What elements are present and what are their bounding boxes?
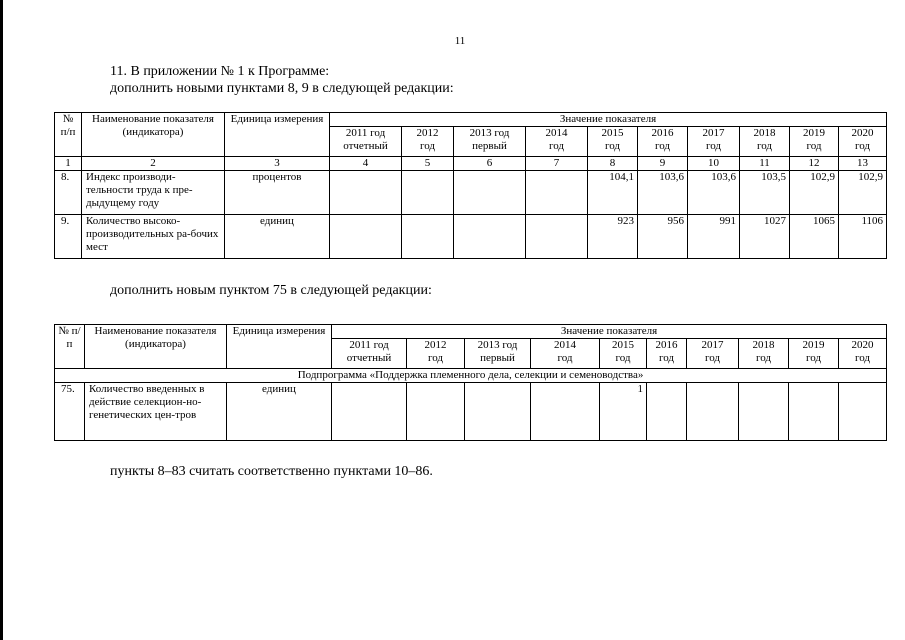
header-year-2014 [531,339,600,369]
year-sublabel: год [615,352,631,364]
row-name: Количество высоко-производительных ра-бочих мест [82,215,225,259]
year-label: 2016 [655,339,678,351]
closing-text: пункты 8–83 считать соответственно пунктами 10–86. [110,464,433,479]
year-label: 2018 [752,339,775,351]
year-label: 2017 [702,127,725,139]
row-value [739,383,789,441]
year-label: 2017 [701,339,724,351]
year-sublabel: год [855,140,871,152]
subprogram-row [55,369,887,383]
header-year-2014 [526,127,588,157]
section-heading: 11. В приложении № 1 к Программе: [110,64,330,79]
row-value [465,383,531,441]
row-num: 8. [55,171,82,215]
table-row [55,383,887,441]
page-number: 11 [454,35,466,47]
row-name: Индекс производи-тельности труда к пре-дыдущему году [82,171,225,215]
row-value [454,215,526,259]
column-number: 9 [638,157,688,171]
year-label: 2020 [851,339,874,351]
year-label: 2020 [851,127,874,139]
year-sublabel: год [805,352,822,364]
column-number: 4 [330,157,402,171]
row-value [330,171,402,215]
header-year-2011 [332,339,407,369]
header-unit: Единица измерения [227,325,332,369]
year-sublabel: отчетный [346,352,392,364]
header-num: № п/п [55,113,82,157]
year-label: 2011 год [345,127,386,139]
row-value [789,383,839,441]
subprogram-title: Подпрограмма «Поддержка племенного дела, селекции и семеноводства» [55,369,887,383]
column-number: 5 [402,157,454,171]
row-value: 102,9 [790,171,839,215]
column-number: 7 [526,157,588,171]
row-unit: единиц [225,215,330,259]
column-number-row [55,157,887,171]
header-year-2017 [688,127,740,157]
year-sublabel: год [557,352,573,364]
row-value: 1027 [740,215,790,259]
row-value [402,171,454,215]
row-num: 9. [55,215,82,259]
year-sublabel: год [604,140,621,152]
row-value [454,171,526,215]
header-year-2016 [647,339,687,369]
header-row [55,325,887,339]
header-year-2019 [789,339,839,369]
header-num: № п/п [55,325,85,369]
year-sublabel: год [806,140,822,152]
header-year-2015 [600,339,647,369]
header-year-2013 [454,127,526,157]
year-label: 2016 [651,127,674,139]
year-sublabel: год [548,140,565,152]
year-label: 2012 [416,127,439,139]
row-value: 991 [688,215,740,259]
row-value [839,383,887,441]
column-number: 3 [225,157,330,171]
column-number: 12 [790,157,839,171]
header-name: Наименование показателя (индикатора) [82,113,225,157]
year-sublabel: год [658,352,675,364]
row-value: 102,9 [839,171,887,215]
column-number: 11 [740,157,790,171]
header-row [55,113,887,127]
table-row [55,215,887,259]
row-value [402,215,454,259]
header-year-2020 [839,339,887,369]
row-value: 104,1 [588,171,638,215]
row-value [332,383,407,441]
row-value [647,383,687,441]
year-label: 2015 [612,339,634,351]
header-value: Значение показателя [332,325,887,339]
header-name: Наименование показателя (индикатора) [85,325,227,369]
row-unit: процентов [225,171,330,215]
year-label: 2018 [753,127,776,139]
header-year-2016 [638,127,688,157]
row-value: 103,6 [688,171,740,215]
header-year-2018 [739,339,789,369]
row-value: 923 [588,215,638,259]
intro-text-1: дополнить новыми пунктами 8, 9 в следующей редакции: [110,81,454,96]
year-sublabel: год [755,352,772,364]
row-value: 103,5 [740,171,790,215]
header-year-2017 [687,339,739,369]
header-year-2020 [839,127,887,157]
table-row [55,171,887,215]
scan-edge-line [0,0,3,640]
row-value: 103,6 [638,171,688,215]
row-unit: единиц [227,383,332,441]
header-year-2018 [740,127,790,157]
column-number: 1 [55,157,82,171]
year-label: 2014 [554,339,576,351]
year-sublabel: год [419,140,436,152]
year-sublabel: первый [480,352,515,364]
year-sublabel: год [704,352,721,364]
year-label: 2012 [424,339,447,351]
year-sublabel: год [427,352,444,364]
year-sublabel: первый [472,140,507,152]
year-label: 2015 [601,127,624,139]
column-number: 6 [454,157,526,171]
column-number: 10 [688,157,740,171]
column-number: 13 [839,157,887,171]
year-label: 2011 год [349,339,389,351]
header-value: Значение показателя [330,113,887,127]
column-number: 2 [82,157,225,171]
row-value: 1 [600,383,647,441]
header-year-2012 [407,339,465,369]
year-sublabel: год [705,140,722,152]
row-name: Количество введенных в действие селекцион-но-генетических цен-тров [85,383,227,441]
row-value [531,383,600,441]
year-label: 2019 [802,339,825,351]
header-year-2015 [588,127,638,157]
row-value [526,171,588,215]
year-label: 2013 год [477,339,518,351]
header-year-2013 [465,339,531,369]
year-sublabel: год [654,140,671,152]
row-value: 956 [638,215,688,259]
indicator-table-1 [54,112,887,259]
year-label: 2019 [803,127,825,139]
row-value [687,383,739,441]
column-number: 8 [588,157,638,171]
row-value [407,383,465,441]
row-value [526,215,588,259]
year-label: 2013 год [469,127,510,139]
year-sublabel: год [855,352,871,364]
header-year-2019 [790,127,839,157]
row-value [330,215,402,259]
year-label: 2014 [545,127,568,139]
row-value: 1106 [839,215,887,259]
row-value: 1065 [790,215,839,259]
row-num: 75. [55,383,85,441]
header-year-2012 [402,127,454,157]
header-year-2011 [330,127,402,157]
header-unit: Единица измерения [225,113,330,157]
indicator-table-2 [54,324,887,441]
year-sublabel: год [756,140,773,152]
year-sublabel: отчетный [343,140,388,152]
intro-text-2: дополнить новым пунктом 75 в следующей редакции: [110,283,432,298]
